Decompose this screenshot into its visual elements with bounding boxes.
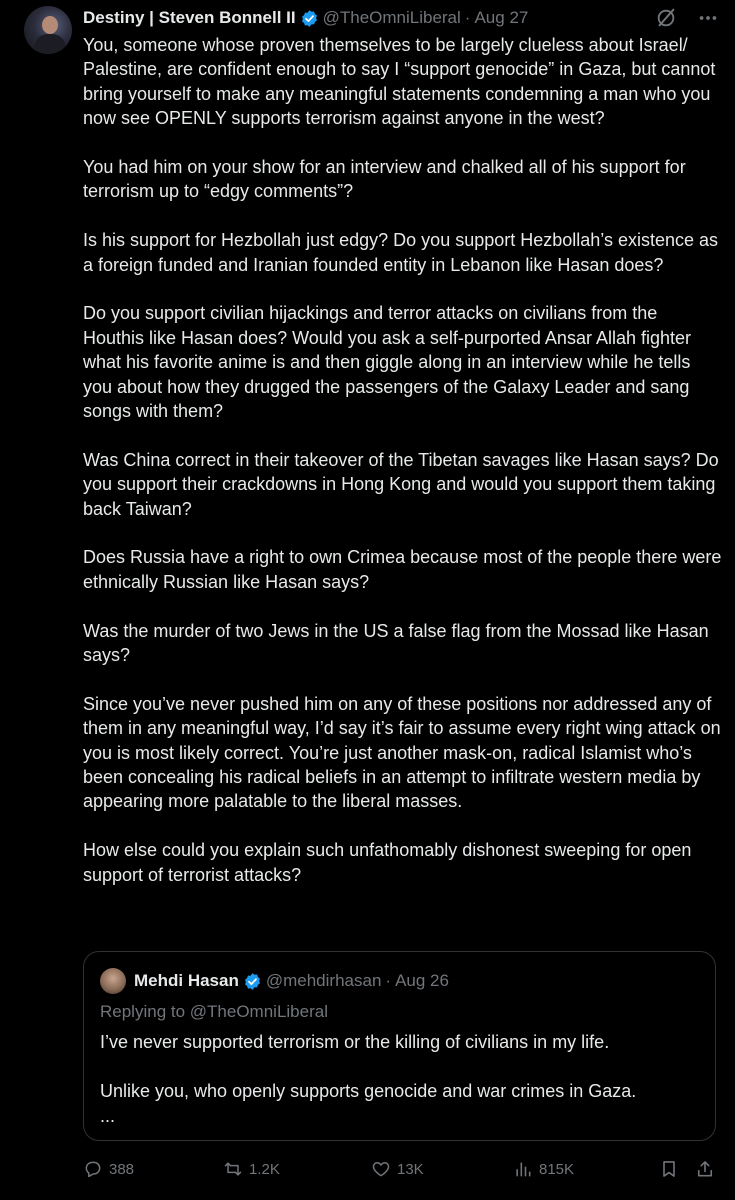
tweet-paragraph: Does Russia have a right to own Crimea because most of the people there were ethnically Russian like Hasan says? xyxy=(83,547,722,592)
quote-author-handle[interactable]: @mehdirhasan xyxy=(265,971,382,990)
quote-date[interactable]: Aug 26 xyxy=(395,971,449,990)
repost-count: 1.2K xyxy=(249,1160,280,1178)
author-avatar[interactable] xyxy=(24,6,72,54)
author-name[interactable]: Destiny | Steven Bonnell II xyxy=(83,8,296,27)
views-count: 815K xyxy=(539,1160,575,1178)
tweet-text xyxy=(83,33,723,911)
tweet-paragraph: You, someone whose proven themselves to be largely clueless about Israel/ Palestine, are confident enough to say I “support genocide” in Gaza, but cannot bring yourself to make any meaningful statements condemning a man who you now see OPENLY supports terrorism against anyone in the west? xyxy=(83,35,716,129)
tweet-paragraph: You had him on your show for an interview and chalked all of his support for terrorism up to “edgy comments”? xyxy=(83,157,686,202)
tweet-paragraph: Was the murder of two Jews in the US a false flag from the Mossad like Hasan says? xyxy=(83,620,709,666)
retweet-icon xyxy=(223,1159,243,1179)
tweet-paragraph: How else could you explain such unfathomably dishonest sweeping for open support of terrorist attacks? xyxy=(83,840,692,885)
reply-button[interactable] xyxy=(83,1157,134,1181)
tweet-paragraph: Is his support for Hezbollah just edgy? Do you support Hezbollah’s existence as a foreign funded and Iranian founded entity in Lebanon like Hasan does? xyxy=(83,230,719,275)
more-icon[interactable] xyxy=(697,7,719,29)
replying-to[interactable]: Replying to @TheOmniLiberal xyxy=(100,1002,328,1021)
bookmark-button[interactable] xyxy=(659,1157,679,1181)
views-icon xyxy=(513,1159,533,1179)
reply-icon xyxy=(83,1159,103,1179)
quote-paragraph: I’ve never supported terrorism or the killing of civilians in my life. xyxy=(100,1032,610,1052)
grok-icon[interactable] xyxy=(655,7,677,29)
like-count: 13K xyxy=(397,1160,424,1178)
quote-author-name[interactable]: Mehdi Hasan xyxy=(134,971,239,990)
header-separator: · xyxy=(464,8,471,27)
share-icon xyxy=(695,1159,715,1179)
tweet-date[interactable]: Aug 27 xyxy=(474,8,529,27)
action-bar xyxy=(83,1157,723,1181)
quoted-tweet[interactable] xyxy=(83,951,716,1141)
quote-text xyxy=(100,1030,700,1128)
quote-avatar[interactable] xyxy=(100,968,126,994)
views-button[interactable] xyxy=(513,1157,574,1181)
reply-count: 388 xyxy=(109,1160,135,1178)
share-button[interactable] xyxy=(695,1157,715,1181)
quote-separator: · xyxy=(385,971,392,990)
verified-icon xyxy=(243,972,262,991)
quote-header xyxy=(100,968,449,994)
repost-button[interactable] xyxy=(223,1157,280,1181)
tweet-paragraph: Do you support civilian hijackings and terror attacks on civilians from the Houthis like Hasan does? Would you ask a self-purported Ansar Allah fighter what his favorite anime is and then giggle along in an interview while he tells you about how they drugged the passengers of the Galaxy Leader and sang songs with them? xyxy=(83,303,692,422)
author-handle[interactable]: @TheOmniLiberal xyxy=(322,8,461,27)
like-button[interactable] xyxy=(371,1157,424,1181)
quote-ellipsis: ... xyxy=(100,1105,116,1126)
like-icon xyxy=(371,1159,391,1179)
tweet-header xyxy=(83,7,719,29)
quote-paragraph: Unlike you, who openly supports genocide and war crimes in Gaza. xyxy=(100,1080,637,1101)
tweet-paragraph: Since you’ve never pushed him on any of these positions nor addressed any of them in any meaningful way, I’d say it’s fair to assume every right wing attack on you is most likely correct. You’re just another mask-on, radical Islamist who’s been concealing his radical beliefs in an attempt to infiltrate western media by appearing more palatable to the liberal masses. xyxy=(83,693,721,812)
bookmark-icon xyxy=(659,1159,679,1179)
tweet-paragraph: Was China correct in their takeover of the Tibetan savages like Hasan says? Do you support their crackdowns in Hong Kong and would you support them taking back Taiwan? xyxy=(83,449,719,519)
verified-icon xyxy=(300,9,319,28)
